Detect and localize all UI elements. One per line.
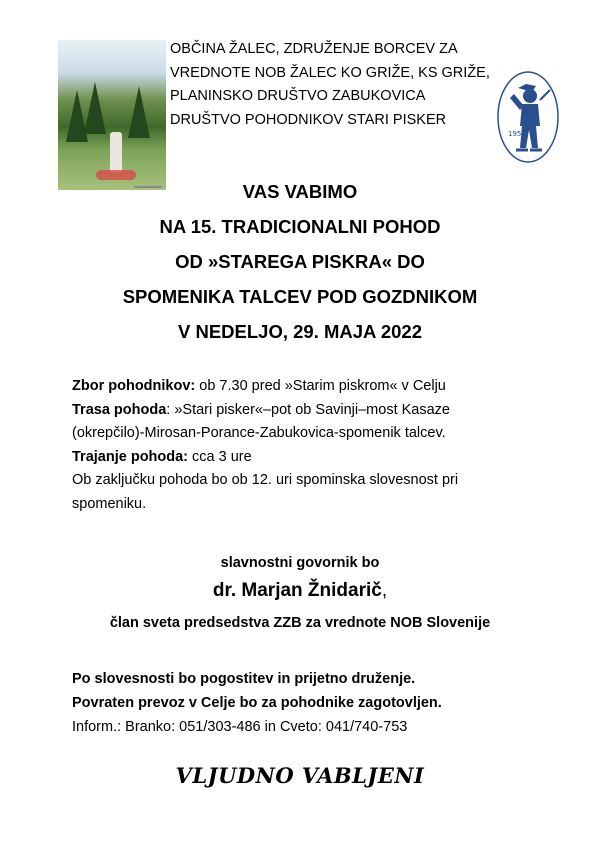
event-title — [0, 174, 600, 349]
contact-line: Inform.: Branko: 051/303-486 in Cveto: 041/740-753 — [72, 719, 408, 735]
organizers-header — [170, 38, 490, 132]
assembly-text: ob 7.30 pred »Starim piskrom« v Celju — [195, 378, 446, 394]
transport-line: Povraten prevoz v Celje bo za pohodnike zagotovljen. — [72, 695, 442, 711]
route-line-continued: (okrepčilo)-Mirosan-Porance-Zabukovica-spomenik talcev. — [72, 425, 446, 441]
speaker-role: član sveta predsedstva ZZB za vrednote NOB Slovenije — [109, 615, 491, 631]
duration-line — [72, 446, 552, 470]
tree-shape — [84, 82, 106, 134]
speaker-name-suffix: , — [381, 580, 388, 601]
duration-text: cca 3 ure — [188, 448, 252, 465]
tree-shape — [128, 86, 150, 138]
route-line — [72, 399, 552, 423]
title-line: V NEDELJO, 29. MAJA 2022 — [177, 321, 423, 342]
assembly-line — [72, 375, 552, 399]
refreshment-line: Po slovesnosti bo pogostitev in prijetno druženje. — [72, 671, 416, 687]
speaker-intro: slavnostni govornik bo — [220, 555, 380, 571]
ceremony-line: Ob zaključku pohoda bo ob 12. uri spominska slovesnost pri — [72, 472, 459, 488]
route-text: : »Stari pisker«–pot ob Savinji–most Kasaze — [166, 401, 450, 418]
ceremony-line-continued: spomeniku. — [72, 495, 147, 512]
closing-info — [72, 667, 552, 739]
organizer-line: PLANINSKO DRUŠTVO ZABUKOVICA — [170, 88, 426, 104]
speaker-name: dr. Marjan Žnidarič — [212, 580, 382, 601]
title-line: OD »STAREGA PISKRA« DO — [175, 251, 425, 272]
monument-shape — [110, 132, 122, 172]
assembly-label: Zbor pohodnikov: — [72, 378, 196, 394]
hiker-emblem-icon — [496, 70, 560, 164]
organizer-line: OBČINA ŽALEC, ZDRUŽENJE BORCEV ZA — [170, 41, 458, 57]
emblem-year: 1950 — [508, 130, 526, 138]
title-line: NA 15. TRADICIONALNI POHOD — [159, 216, 441, 237]
speaker-name-line — [0, 580, 600, 602]
invitation-sign-off: VLJUDNO VABLJENI — [175, 763, 425, 788]
organizer-line: DRUŠTVO POHODNIKOV STARI PISKER — [170, 111, 447, 128]
route-label: Trasa pohoda — [72, 401, 167, 418]
memorial-photo — [58, 40, 166, 190]
organizer-line: VREDNOTE NOB ŽALEC KO GRIŽE, KS GRIŽE, — [170, 64, 490, 81]
title-line: SPOMENIKA TALCEV POD GOZDNIKOM — [122, 286, 478, 307]
event-details — [72, 375, 552, 516]
duration-label: Trajanje pohoda: — [72, 448, 189, 465]
title-line: VAS VABIMO — [242, 181, 358, 202]
